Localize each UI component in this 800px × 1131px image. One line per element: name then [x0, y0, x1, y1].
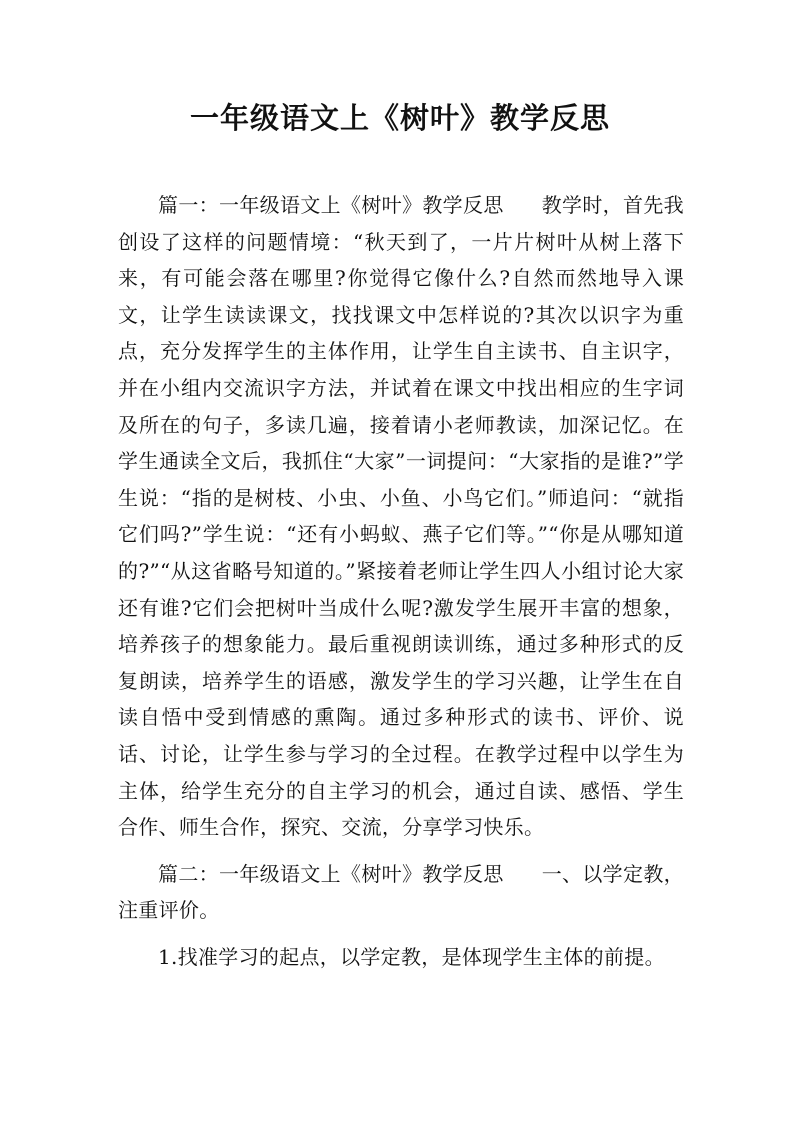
- document-body: [118, 187, 684, 975]
- section-1-heading: 篇一：一年级语文上《树叶》教学反思: [158, 193, 504, 217]
- section-1-text: 教学时，首先我创设了这样的问题情境：“秋天到了，一片片树叶从树上落下来，有可能会落在哪里?你觉得它像什么?自然而然地导入课文，让学生读读课文，找找课文中怎样说的?其次以识字为重点，充分发挥学生的主体作用，让学生自主读书、自主识字，并在小组内交流识字方法，并试着在课文中找出相应的生字词及所在的句子，多读几遍，接着请小老师教读，加深记忆。在学生通读全文后，我抓住“大家”一词提问：“大家指的是谁?”学生说：“指的是树枝、小虫、小鱼、小鸟它们。”师追问：“就指它们吗?”学生说：“还有小蚂蚁、燕子它们等。”“你是从哪知道的?”“从这省略号知道的。”紧接着老师让学生四人小组讨论大家还有谁?它们会把树叶当成什么呢?激发学生展开丰富的想象，培养孩子的想象能力。最后重视朗读训练，通过多种形式的反复朗读，培养学生的语感，激发学生的学习兴趣，让学生在自读自悟中受到情感的熏陶。通过多种形式的读书、评价、说话、讨论，让学生参与学习的全过程。在教学过程中以学生为主体，给学生充分的自主学习的机会，通过自读、感悟、学生合作、师生合作，探究、交流，分享学习快乐。: [118, 193, 684, 840]
- document-title: 一年级语文上《树叶》教学反思: [189, 101, 610, 135]
- section-2-point-1: 1.找准学习的起点，以学定教，是体现学生主体的前提。: [158, 944, 665, 969]
- section-2-text: 一、以学定教，注重评价。: [118, 861, 684, 923]
- section-2-heading: 篇二：一年级语文上《树叶》教学反思: [158, 861, 504, 886]
- section-1-paragraph: [118, 187, 684, 846]
- section-2-paragraph: [118, 856, 684, 929]
